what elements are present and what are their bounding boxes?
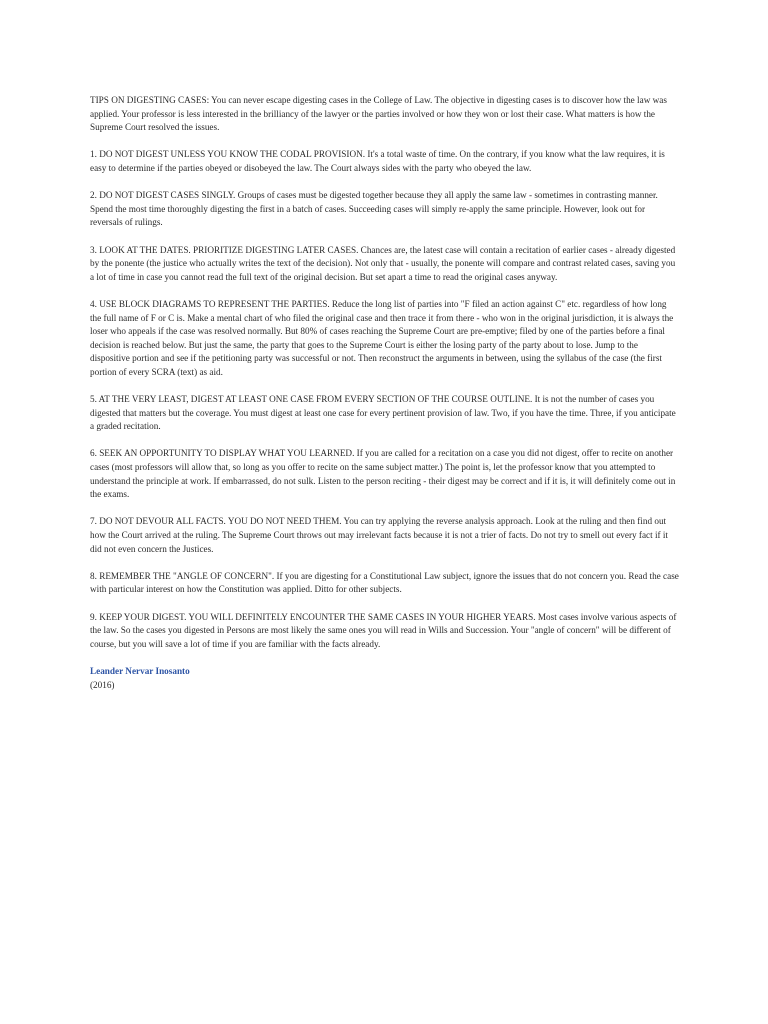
tip-6-paragraph: 6. SEEK AN OPPORTUNITY TO DISPLAY WHAT YOU LEARNED. If you are called for a recitation on a case you did not digest, offer to recite on another cases (most professors will allow that, so long as you offer to recite on the same subject matter.) The point is, let the professor know that you attempted to understand the principle at work. If embarrassed, do not sulk. Listen to the person reciting - their digest may be correct and if it is, it will definitely come out in the exams. [90,448,676,500]
tip-8-paragraph: 8. REMEMBER THE "ANGLE OF CONCERN". If you are digesting for a Constitutional Law subject, ignore the issues that do not concern you. Read the case with particular interest on how the Constitution was applied. Ditto for other subjects. [90,570,679,595]
tip-3-paragraph: 3. LOOK AT THE DATES. PRIORITIZE DIGESTING LATER CASES. Chances are, the latest case will contain a recitation of earlier cases - already digested by the ponente (the justice who actually writes the text of the decision). Not only that - usually, the ponente will compare and contrast related cases, saving you a lot of time in case you cannot read the full text of the original decision. But set apart a time to read the original cases anyway. [90,244,676,282]
tip-4-paragraph: 4. USE BLOCK DIAGRAMS TO REPRESENT THE PARTIES. Reduce the long list of parties into "F filed an action against C" etc. regardless of how long the full name of F or C is. Make a mental chart of who filed the original case and then trace it from there - who won in the original jurisdiction, it is always the loser who appeals if the case was resolved normally. But 80% of cases reaching the Supreme Court are pre-emptive; filed by one of the parties before a final decision is reached below. But just the same, the party that goes to the Supreme Court is either the losing party of the party about to lose. Jump to the dispositive portion and see if the petitioning party was successful or not. Then reconstruct the arguments in between, using the syllabus of the case (the first portion of every SCRA (text) as aid. [90,298,674,377]
tip-1-paragraph: 1. DO NOT DIGEST UNLESS YOU KNOW THE CODAL PROVISION. It's a total waste of time. On the contrary, if you know what the law requires, it is easy to determine if the parties obeyed or disobeyed the law. The Court always sides with the party who obeyed the law. [90,149,665,173]
tip-9-paragraph: 9. KEEP YOUR DIGEST. YOU WILL DEFINITELY ENCOUNTER THE SAME CASES IN YOUR HIGHER YEARS. Most cases involve various aspects of the law. So the cases you digested in Persons are most likely the same ones you will read in Wills and Succession. Your "angle of concern" will be different of course, but you will save a lot of time if you are familiar with the facts already. [90,611,677,649]
tip-2-paragraph: 2. DO NOT DIGEST CASES SINGLY. Groups of cases must be digested together because they all apply the same law - sometimes in contrasting manner. Spend the most time thoroughly digesting the first in a batch of cases. Succeeding cases will simply re-apply the same principle. However, look out for reversals of rulings. [90,190,658,228]
intro-paragraph: TIPS ON DIGESTING CASES: You can never escape digesting cases in the College of Law. The objective in digesting cases is to discover how the law was applied. Your professor is less interested in the brilliancy of the lawyer or the parties involved or how they won or lost their case. What matters is how the Supreme Court resolved the issues. [90,95,667,133]
tip-7-paragraph: 7. DO NOT DEVOUR ALL FACTS. YOU DO NOT NEED THEM. You can try applying the reverse analysis approach. Look at the ruling and then find out how the Court arrived at the ruling. The Supreme Court throws out may irrelevant facts because it is not a trier of facts. Do not try to smell out every fact if it did not even concern the Justices. [90,516,668,554]
author-name: Leander Nervar Inosanto [90,665,190,676]
publication-year: (2016) [90,679,115,690]
document-body [90,94,680,692]
tip-5-paragraph: 5. AT THE VERY LEAST, DIGEST AT LEAST ONE CASE FROM EVERY SECTION OF THE COURSE OUTLINE. It is not the number of cases you digested that matters but the coverage. You must digest at least one case for every pertinent provision of law. Two, if you have the time. Three, if you anticipate a graded recitation. [90,394,676,432]
